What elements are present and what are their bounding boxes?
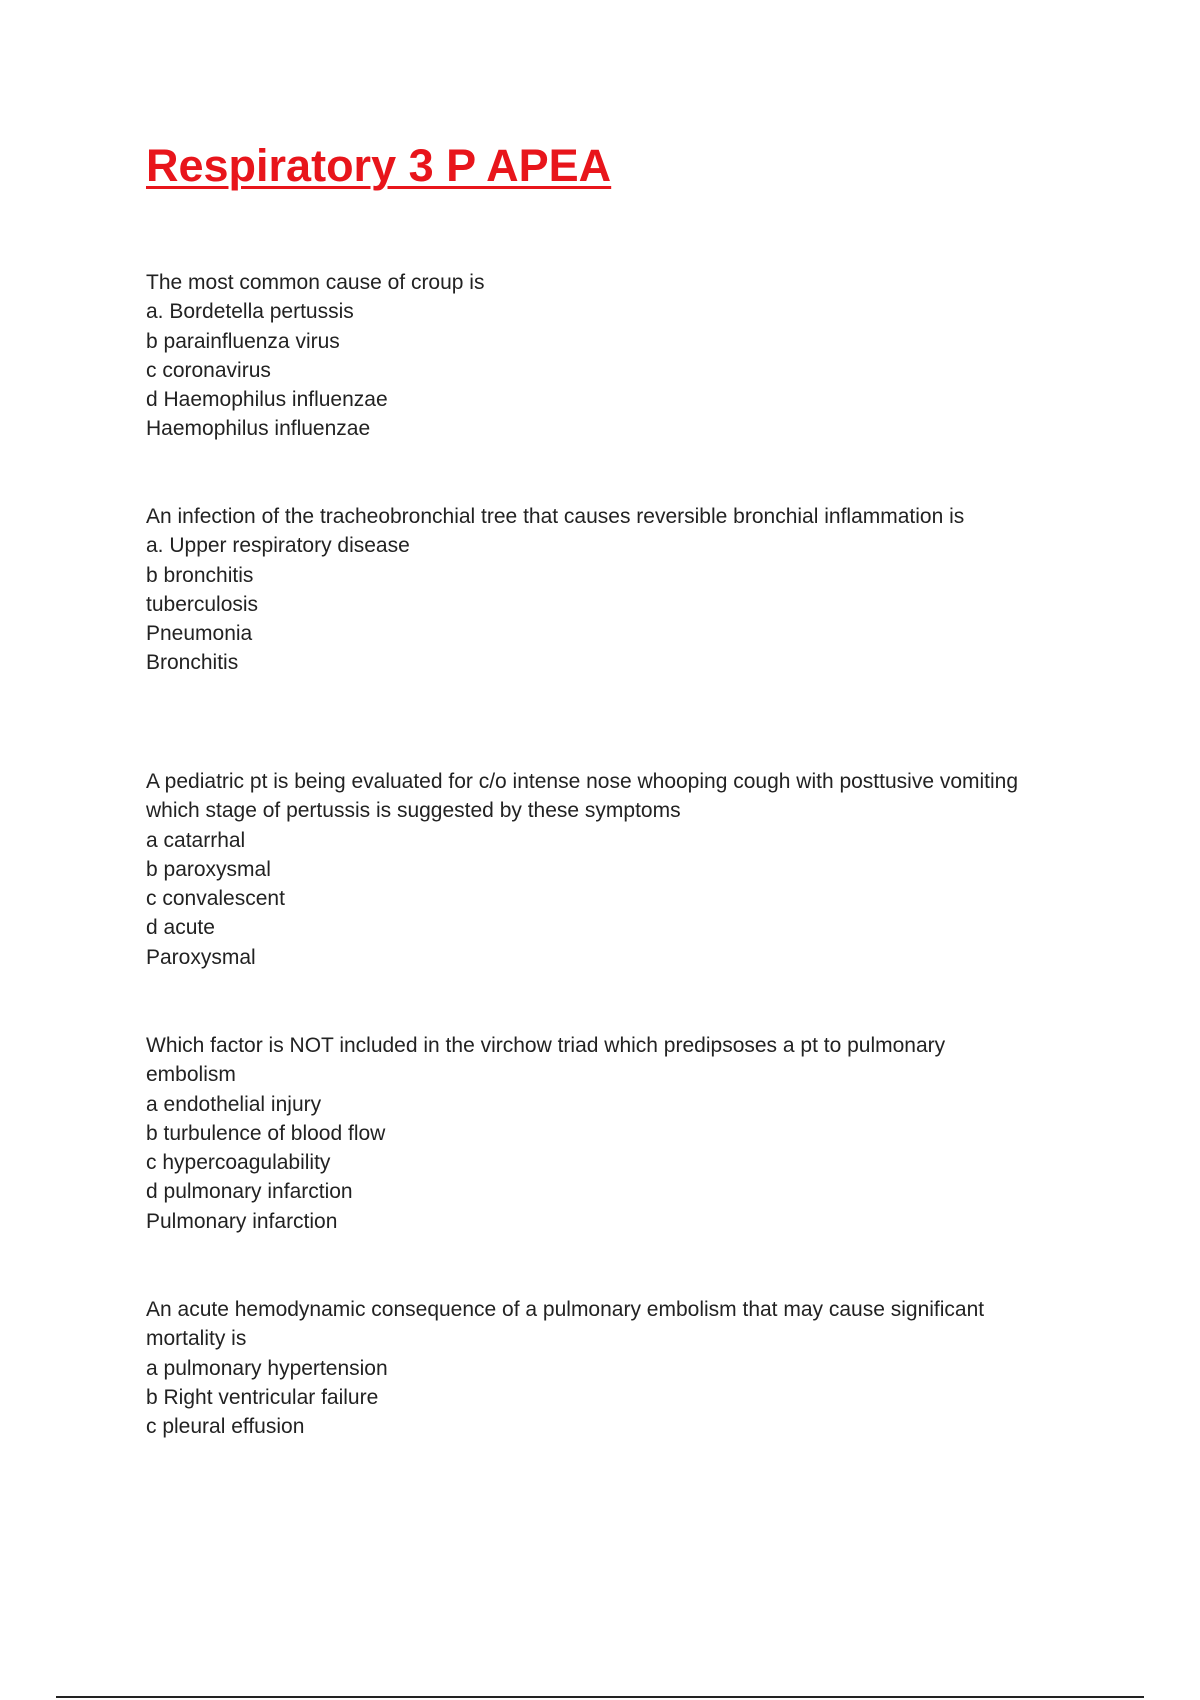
page-title: Respiratory 3 P APEA bbox=[146, 140, 612, 191]
answer-option: a pulmonary hypertension bbox=[146, 1356, 388, 1380]
answer-option: a. Upper respiratory disease bbox=[146, 534, 410, 558]
question-prompt: Which factor is NOT included in the virchow triad which predipsoses a pt to pulmonary bbox=[146, 1034, 946, 1057]
correct-answer: Paroxysmal bbox=[146, 945, 256, 969]
question-prompt: mortality is bbox=[146, 1327, 247, 1351]
answer-option: b paroxysmal bbox=[146, 857, 271, 881]
answer-option: Pneumonia bbox=[146, 622, 253, 646]
answer-option: tuberculosis bbox=[146, 592, 259, 616]
answer-option: b Right ventricular failure bbox=[146, 1385, 379, 1409]
answer-option: c hypercoagulability bbox=[146, 1151, 331, 1175]
question-5 bbox=[146, 1295, 1086, 1441]
question-prompt: which stage of pertussis is suggested by these symptoms bbox=[146, 799, 681, 823]
answer-option: b turbulence of blood flow bbox=[146, 1121, 386, 1145]
correct-answer: Bronchitis bbox=[146, 651, 239, 675]
correct-answer: Haemophilus influenzae bbox=[146, 417, 371, 441]
answer-option: b parainfluenza virus bbox=[146, 329, 340, 353]
answer-option: d acute bbox=[146, 916, 215, 940]
answer-option: c coronavirus bbox=[146, 358, 271, 382]
answer-option: a endothelial injury bbox=[146, 1092, 322, 1116]
question-prompt: The most common cause of croup is bbox=[146, 271, 485, 294]
question-prompt: embolism bbox=[146, 1063, 236, 1087]
answer-option: c convalescent bbox=[146, 887, 285, 911]
question-prompt: An acute hemodynamic consequence of a pulmonary embolism that may cause significant bbox=[146, 1298, 985, 1321]
footer-divider bbox=[56, 1696, 1144, 1698]
answer-option: a. Bordetella pertussis bbox=[146, 300, 354, 324]
question-3 bbox=[146, 767, 1086, 972]
answer-option: d Haemophilus influenzae bbox=[146, 388, 388, 412]
answer-option: a catarrhal bbox=[146, 828, 246, 852]
answer-option: b bronchitis bbox=[146, 563, 254, 587]
question-prompt: A pediatric pt is being evaluated for c/o intense nose whooping cough with posttusive vomiting bbox=[146, 770, 1019, 793]
question-1 bbox=[146, 268, 1086, 444]
question-4 bbox=[146, 1031, 1086, 1236]
correct-answer: Pulmonary infarction bbox=[146, 1209, 338, 1233]
question-2 bbox=[146, 502, 1086, 678]
answer-option: d pulmonary infarction bbox=[146, 1180, 353, 1204]
question-prompt: An infection of the tracheobronchial tree that causes reversible bronchial inflammation is bbox=[146, 505, 965, 528]
answer-option: c pleural effusion bbox=[146, 1415, 305, 1439]
